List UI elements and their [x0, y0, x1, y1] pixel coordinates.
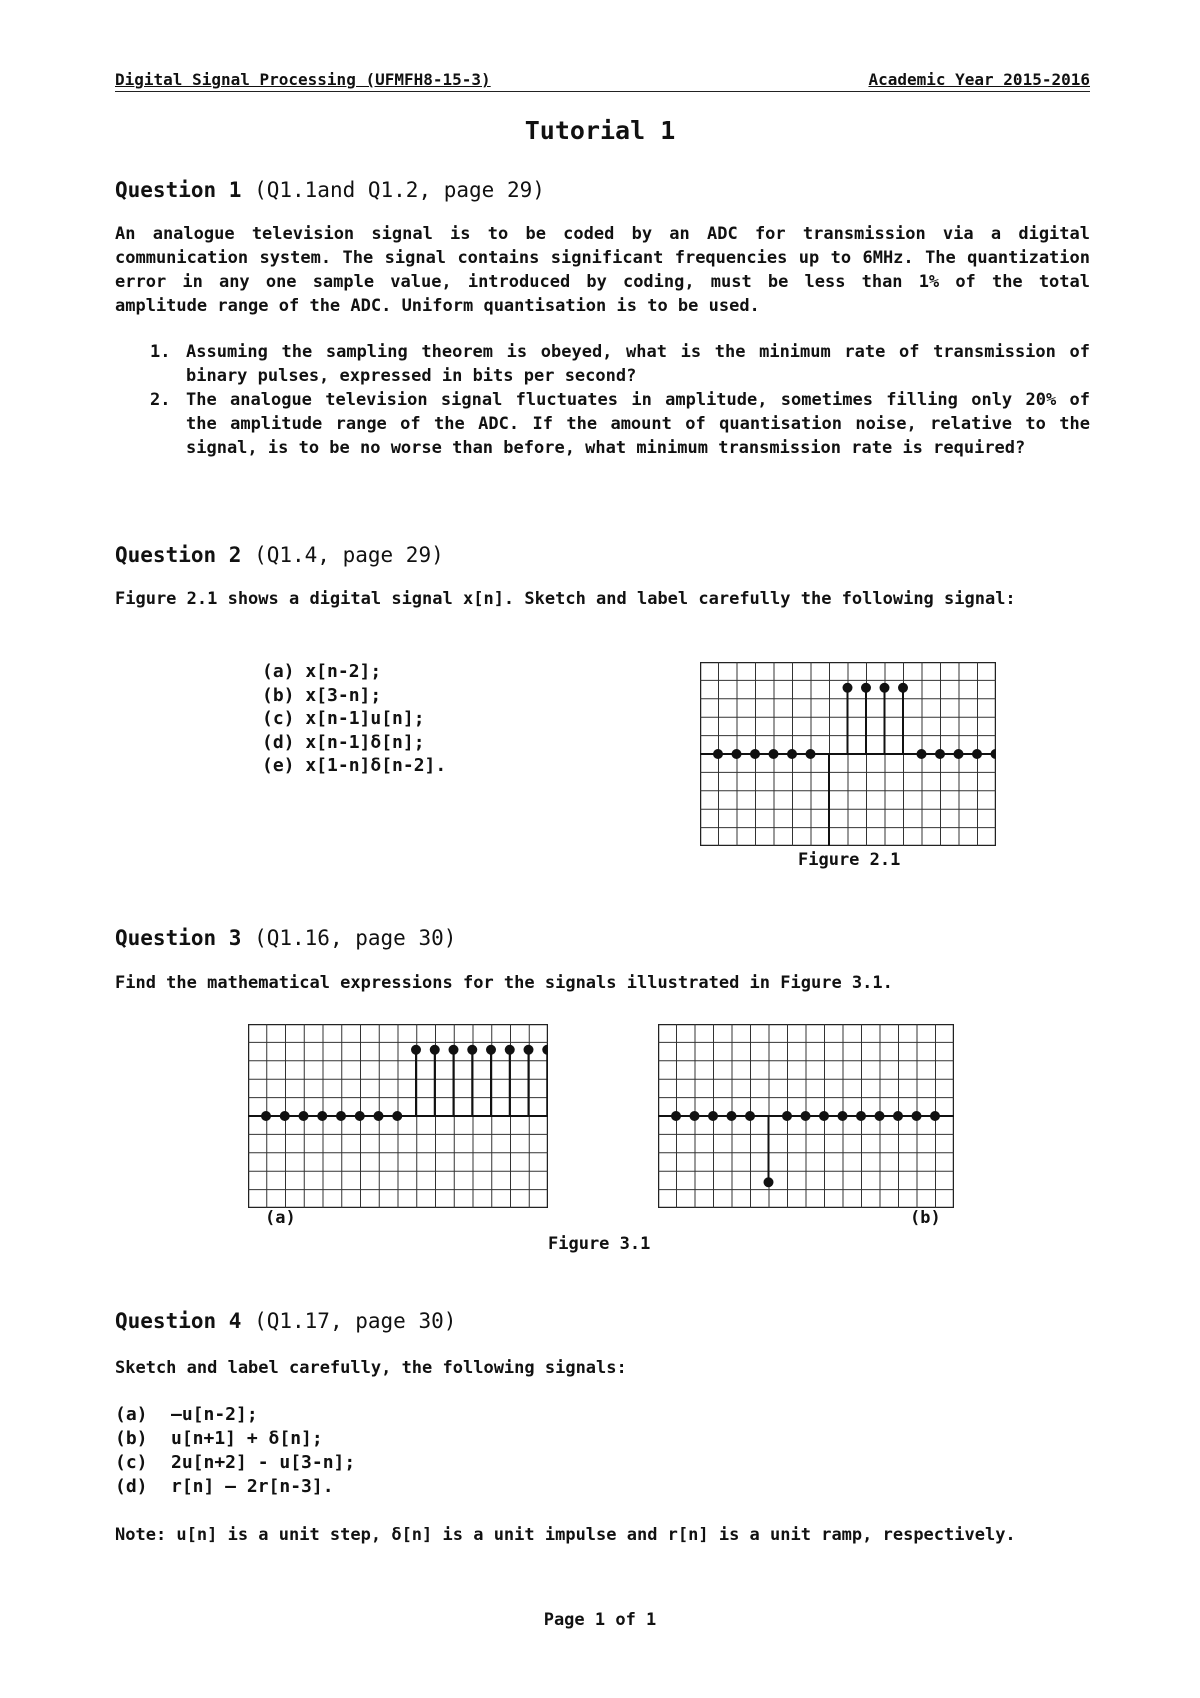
- stem-marker: [880, 683, 890, 693]
- stem-marker: [392, 1111, 402, 1121]
- stem-marker: [801, 1111, 811, 1121]
- stem-marker: [861, 683, 871, 693]
- item-tag: (b): [115, 1428, 148, 1449]
- stem-marker: [856, 1111, 866, 1121]
- item-expression: 2u[n+2] - u[3-n];: [171, 1452, 356, 1473]
- stem-marker: [954, 749, 964, 759]
- item-tag: (a): [115, 1404, 148, 1425]
- stem-marker: [430, 1045, 440, 1055]
- stem-marker: [355, 1111, 365, 1121]
- stem-marker: [893, 1111, 903, 1121]
- list-text: Assuming the sampling theorem is obeyed, what is the minimum rate of transmission of binary pulses, expressed in bits per second?: [186, 342, 1090, 386]
- q4-note: Note: u[n] is a unit step, δ[n] is a unit impulse and r[n] is a unit ramp, respectively.: [115, 1525, 1016, 1545]
- q2-list: [262, 660, 446, 778]
- stem-marker: [764, 1177, 774, 1187]
- stem-marker: [898, 683, 908, 693]
- q1-ref: (Q1.1and Q1.2, page 29): [254, 178, 545, 202]
- q4-label: Question 4: [115, 1309, 242, 1333]
- stem-marker: [713, 749, 723, 759]
- stem-marker: [505, 1045, 515, 1055]
- q4-text: Sketch and label carefully, the following signals:: [115, 1358, 627, 1378]
- item-expression: –u[n-2];: [171, 1404, 258, 1425]
- figure-3-1a-plot: [248, 1024, 548, 1208]
- stem-marker: [690, 1111, 700, 1121]
- stem-marker: [745, 1111, 755, 1121]
- figure-2-1-caption: Figure 2.1: [798, 850, 901, 870]
- stem-marker: [374, 1111, 384, 1121]
- list-number: 2.: [150, 390, 171, 410]
- stem-marker: [917, 749, 927, 759]
- figure-3-1a-label: (a): [265, 1208, 296, 1228]
- figure-3-1b-plot: [658, 1024, 954, 1208]
- stem-marker: [732, 749, 742, 759]
- page-footer: Page 1 of 1: [543, 1610, 657, 1630]
- stem-marker: [411, 1045, 421, 1055]
- q3-heading: [115, 926, 456, 950]
- list-text: The analogue television signal fluctuates in amplitude, sometimes filling only 20% of the amplitude range of the ADC. If the amount of quantisation noise, relative to the signal, is to be no worse than before, what minimum transmission rate is required?: [186, 390, 1090, 458]
- q1-text: An analogue television signal is to be coded by an ADC for transmission via a digital communication system. The signal contains significant frequencies up to 6MHz. The quantization error in any one sample value, introduced by coding, must be less than 1% of the total amplitude range of the ADC. Uniform quantisation is to be used.: [115, 224, 1090, 316]
- stem-marker: [843, 683, 853, 693]
- stem-marker: [486, 1045, 496, 1055]
- stem-marker: [467, 1045, 477, 1055]
- list-item: [150, 388, 1090, 460]
- q2-label: Question 2: [115, 543, 242, 567]
- item-expression: r[n] – 2r[n-3].: [171, 1476, 334, 1497]
- q1-list: [150, 340, 1090, 460]
- item-tag: (d): [115, 1476, 148, 1497]
- stem-marker: [317, 1111, 327, 1121]
- list-item: [115, 1403, 355, 1427]
- page-header: [115, 70, 1090, 92]
- page-title: Tutorial 1: [524, 116, 676, 145]
- q1-heading: [115, 178, 545, 202]
- figure-3-1-caption: Figure 3.1: [548, 1234, 651, 1254]
- stem-marker: [671, 1111, 681, 1121]
- list-item: [115, 1427, 355, 1451]
- q1-label: Question 1: [115, 178, 242, 202]
- stem-marker: [750, 749, 760, 759]
- stem-marker: [336, 1111, 346, 1121]
- stem-marker: [935, 749, 945, 759]
- stem-marker: [524, 1045, 534, 1055]
- item-tag: (c): [115, 1452, 148, 1473]
- stem-marker: [769, 749, 779, 759]
- list-item: (a) x[n-2];: [262, 661, 382, 682]
- figure-3-1b-label: (b): [910, 1208, 941, 1228]
- stem-marker: [280, 1111, 290, 1121]
- q2-text: Figure 2.1 shows a digital signal x[n]. Sketch and label carefully the following signal:: [115, 589, 1016, 609]
- q4-heading: [115, 1309, 456, 1333]
- stem-marker: [819, 1111, 829, 1121]
- stem-marker: [930, 1111, 940, 1121]
- q4-ref: (Q1.17, page 30): [254, 1309, 457, 1333]
- q3-ref: (Q1.16, page 30): [254, 926, 457, 950]
- q3-text: Find the mathematical expressions for the signals illustrated in Figure 3.1.: [115, 973, 893, 993]
- stem-marker: [261, 1111, 271, 1121]
- course-title: Digital Signal Processing (UFMFH8-15-3): [115, 70, 491, 89]
- figure-2-1-plot: [700, 662, 996, 846]
- item-expression: u[n+1] + δ[n];: [171, 1428, 323, 1449]
- list-item: [150, 340, 1090, 388]
- stem-marker: [708, 1111, 718, 1121]
- q2-ref: (Q1.4, page 29): [254, 543, 444, 567]
- stem-marker: [806, 749, 816, 759]
- list-item: [115, 1475, 355, 1499]
- q4-list: [115, 1403, 355, 1499]
- academic-year: Academic Year 2015-2016: [868, 70, 1090, 89]
- stem-marker: [972, 749, 982, 759]
- stem-marker: [782, 1111, 792, 1121]
- stem-marker: [875, 1111, 885, 1121]
- stem-marker: [991, 749, 997, 759]
- stem-marker: [727, 1111, 737, 1121]
- stem-marker: [838, 1111, 848, 1121]
- list-item: (d) x[n-1]δ[n];: [262, 731, 425, 753]
- list-item: (c) x[n-1]u[n];: [262, 708, 425, 729]
- list-item: (e) x[1-n]δ[n-2].: [262, 755, 447, 776]
- stem-marker: [912, 1111, 922, 1121]
- stem-marker: [787, 749, 797, 759]
- stem-marker: [449, 1045, 459, 1055]
- q2-heading: [115, 543, 444, 567]
- list-item: (b) x[3-n];: [262, 684, 382, 706]
- list-item: [115, 1451, 355, 1475]
- q3-label: Question 3: [115, 926, 242, 950]
- stem-marker: [542, 1045, 548, 1055]
- stem-marker: [299, 1111, 309, 1121]
- list-number: 1.: [150, 342, 171, 362]
